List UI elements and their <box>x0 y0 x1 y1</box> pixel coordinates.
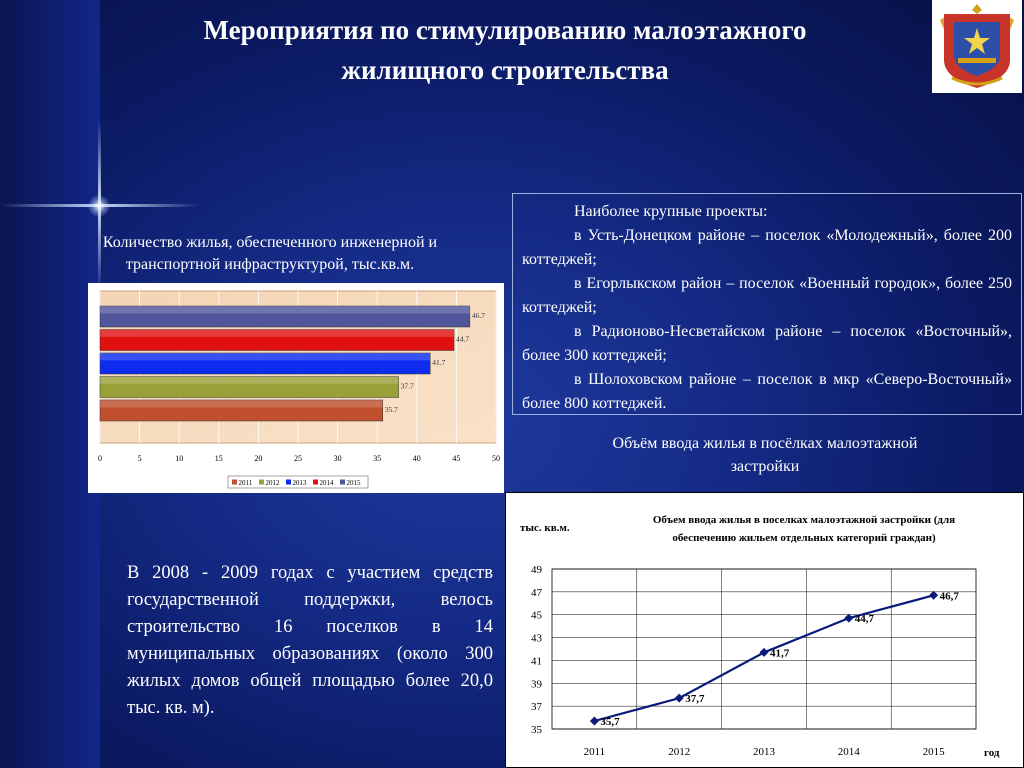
bar-chart-caption <box>50 232 490 276</box>
legend-label: 2011 <box>238 478 253 487</box>
bar-chart-tick-label: 10 <box>175 454 184 463</box>
bar-value-label: 37.7 <box>400 381 414 391</box>
line-chart-y-tick: 39 <box>531 678 542 691</box>
housing-bar-chart-svg <box>88 283 504 493</box>
bar-chart-tick-label: 35 <box>373 454 382 463</box>
bar-highlight <box>100 353 430 360</box>
bar-chart-caption-line1: Количество жилья, обеспеченного инженерной и <box>102 234 438 251</box>
line-chart-title-line2: обеспечению жильем отдельных категорий граждан) <box>672 532 936 544</box>
bar-chart-tick-label: 50 <box>492 454 500 463</box>
legend-swatch <box>232 480 237 485</box>
line-point-2014 <box>844 614 853 623</box>
line-chart-caption-line2: застройки <box>730 458 800 475</box>
bar-highlight <box>100 400 383 407</box>
bar-chart-tick-label: 0 <box>98 454 102 463</box>
line-series <box>594 595 933 721</box>
slide-title <box>100 10 910 90</box>
project-item: в Егорлыкском район – поселок «Военный городок», более 250 коттеджей; <box>522 275 1012 316</box>
legend-swatch <box>259 480 264 485</box>
line-point-2012 <box>675 694 684 703</box>
bar-value-label: 44.7 <box>456 334 470 344</box>
bar-chart-tick-label: 5 <box>137 454 142 463</box>
background-band <box>0 0 100 768</box>
bar-chart-tick-label: 20 <box>254 454 263 463</box>
line-point-2015 <box>929 591 938 600</box>
line-chart-y-tick: 37 <box>531 701 542 714</box>
legend-swatch <box>313 480 318 485</box>
line-chart-x-tick: 2015 <box>922 746 945 758</box>
slide-title-line1: Мероприятия по стимулированию малоэтажного <box>203 15 807 45</box>
bar-chart-tick-label: 25 <box>294 454 302 463</box>
bar-chart-tick-label: 15 <box>214 454 223 463</box>
light-flare-center <box>88 195 110 217</box>
line-chart-x-tick: 2014 <box>837 746 860 758</box>
line-chart-x-tick: 2011 <box>583 746 606 758</box>
legend-label: 2012 <box>265 478 280 487</box>
line-value-label: 46,7 <box>939 590 959 603</box>
line-chart-y-tick: 43 <box>531 632 542 645</box>
line-chart-y-tick: 47 <box>531 586 542 599</box>
legend-label: 2014 <box>319 478 334 487</box>
bar-chart-tick-label: 40 <box>412 454 421 463</box>
line-chart-x-tick: 2012 <box>668 746 691 758</box>
projects-heading: Наиболее крупные проекты: <box>574 203 768 220</box>
line-value-label: 41,7 <box>770 647 790 660</box>
line-value-label: 44,7 <box>854 613 875 626</box>
bar-highlight <box>100 377 399 384</box>
line-point-2011 <box>590 717 599 726</box>
bar-chart-tick-label: 45 <box>452 454 461 463</box>
bar-highlight <box>100 330 454 337</box>
bar-value-label: 46.7 <box>471 311 485 320</box>
project-item: в Шолоховском районе – поселок в мкр «Северо-Восточный» более 800 коттеджей. <box>522 371 1012 412</box>
line-chart-y-tick: 35 <box>531 724 542 736</box>
line-chart-y-tick: 49 <box>531 564 542 576</box>
bar-highlight <box>100 306 470 313</box>
housing-line-chart <box>505 492 1024 768</box>
line-point-2013 <box>760 648 769 657</box>
line-chart-x-tick: 2013 <box>753 746 775 758</box>
line-value-label: 35,7 <box>600 716 620 728</box>
slide-title-line2: жилищного строительства <box>341 55 669 85</box>
body-paragraph: В 2008 - 2009 годах с участием средств государственной поддержки, велось строительство 16 поселков в 14 муниципальных образованиях (около 300 жилых домов общей площадью более 20,0 тыс. кв. м). <box>127 563 493 718</box>
line-chart-title-line1: Объем ввода жилья в поселках малоэтажной застройки (для <box>652 514 956 526</box>
project-item: в Радионово-Несветайском районе – поселок «Восточный», более 300 коттеджей; <box>522 323 1012 364</box>
line-chart-caption <box>540 432 990 478</box>
project-item: в Усть-Донецком районе – поселок «Молодежный», более 200 коттеджей; <box>522 227 1012 268</box>
legend-swatch <box>286 480 291 485</box>
housing-bar-chart <box>88 283 504 493</box>
legend-label: 2015 <box>346 478 361 487</box>
bar-value-label: 41.7 <box>432 358 446 367</box>
line-chart-y-tick: 41 <box>531 655 542 668</box>
line-value-label: 37,7 <box>685 693 705 706</box>
line-chart-caption-line1: Объём ввода жилья в посёлках малоэтажной <box>612 435 918 452</box>
bar-value-label: 35.7 <box>384 405 398 414</box>
legend-label: 2013 <box>292 478 307 487</box>
bar-chart-caption-line2: транспортной инфраструктурой, тыс.кв.м. <box>125 256 415 273</box>
bar-chart-tick-label: 30 <box>333 454 342 463</box>
coat-of-arms-icon <box>932 0 1022 93</box>
projects-box <box>512 193 1022 415</box>
line-chart-xlabel: год <box>984 747 1000 759</box>
line-chart-y-tick: 45 <box>531 609 542 622</box>
housing-line-chart-svg <box>506 493 1023 767</box>
line-chart-ylabel: тыс. кв.м. <box>520 522 570 534</box>
legend-swatch <box>340 480 345 485</box>
